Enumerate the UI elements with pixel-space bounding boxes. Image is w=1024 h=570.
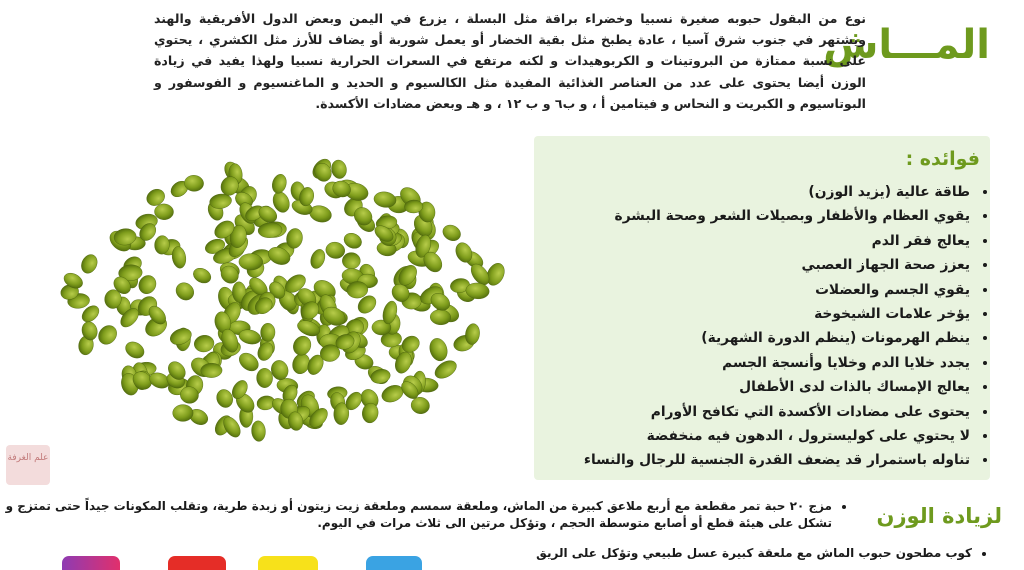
bean [123,339,147,362]
bean [342,252,360,269]
list-item: • يقوي الجسم والعضلات [532,278,972,302]
bean [191,265,214,286]
twitter-icon [366,556,422,570]
bean [330,159,348,180]
list-item: • يؤخر علامات الشيخوخة [532,302,972,326]
benefits-list [532,180,988,473]
bean [193,334,215,353]
intro-paragraph: نوع من البقول حبوبه صغيرة نسبيا وخضراء براقة مثل البسلة ، يزرع في اليمن وبعض الدول الأفريقية والهند ويشتهر في جنوب شرق آسيا ، عادة يطبخ مثل بقية الخضار أو يعمل شوربة أو يضاف للأرز مثل الكشري ، يحتوي على نسبة ممتازة من البروتينات و الكربوهيدات و لكنه مرتفع في السعرات الحرارية نسبيا ولهذا يفيد في زيادة الوزن أيضا يحتوى على عدد من العناصر الغذائية المفيدة مثل الكالسيوم و الحديد و الماغنسيوم و الفوسفور و البوتاسيوم و الكبريت و النحاس و فيتامين أ ، و ب٦ و ب ١٢ ، و هـ وبعض مضادات الأكسدة. [154,11,866,111]
list-item: • ينظم الهرمونات (ينظم الدورة الشهرية) [532,326,972,350]
bean [270,173,288,195]
bean [312,160,335,184]
list-item: • يعالج فقر الدم [532,229,972,253]
bean-pile [59,156,507,442]
youtube-icon [168,556,226,570]
bean [308,247,327,270]
bean [173,279,198,304]
mung-beans-image [48,150,528,460]
list-item: • مزج ٢٠ حبة تمر مقطعة مع أربع ملاعق كبيرة من الماش، وملعقة سمسم وملعقة زيت زيتون أو زبدة طرية، وتقلب المكونات جيداً حتى تمتزج و تشكل على هيئة قطع أو أصابع متوسطة الحجم ، وتؤكل مرتين الى ثلاث مرات في اليوم. [0,498,832,532]
bean [440,222,463,244]
list-item: • يحتوى على مضادات الأكسدة التي تكافح الأورام [532,400,972,424]
bean [214,387,236,410]
list-item: • يجدد خلايا الدم وخلايا وأنسجة الجسم [532,351,972,375]
weight-gain-title: لزيادة الوزن [876,504,1002,528]
list-item: • لا يحتوي على كوليسترول ، الدهون فيه منخفضة [532,424,972,448]
weight-gain-list [0,498,848,534]
bean [239,254,263,270]
bean [201,363,223,378]
weight-gain-list-2 [372,545,988,562]
bean [168,326,194,348]
page-title: المـــاش [823,22,990,68]
bean [251,420,266,442]
bean [260,323,275,342]
bean [154,203,174,220]
bean [290,333,314,358]
list-item: • يقوي العظام والأظفار وبصيلات الشعر وصحة البشرة [532,204,972,228]
instagram-icon [62,556,120,570]
list-item: • يعالج الإمساك بالذات لدى الأطفال [532,375,972,399]
benefits-title: فوائده : [905,148,980,170]
list-item: • تناوله باستمرار قد يضعف القدرة الجنسية للرجال والنساء [532,448,972,472]
bean [324,241,346,261]
list-item: • كوب مطحون حبوب الماش مع ملعقة كبيرة عسل طبيعي وتؤكل على الريق [372,545,972,562]
bean [432,357,460,382]
list-item: • يعزز صحة الجهاز العصبي [532,253,972,277]
watermark-logo: علم الغرفة [6,445,50,485]
bean [173,405,193,422]
list-item: • طاقة عالية (يزيد الوزن) [532,180,972,204]
bean [78,252,100,276]
bean [341,230,364,251]
snapchat-icon [258,556,318,570]
bean [427,336,450,363]
bean [95,322,121,348]
bean [256,368,272,388]
